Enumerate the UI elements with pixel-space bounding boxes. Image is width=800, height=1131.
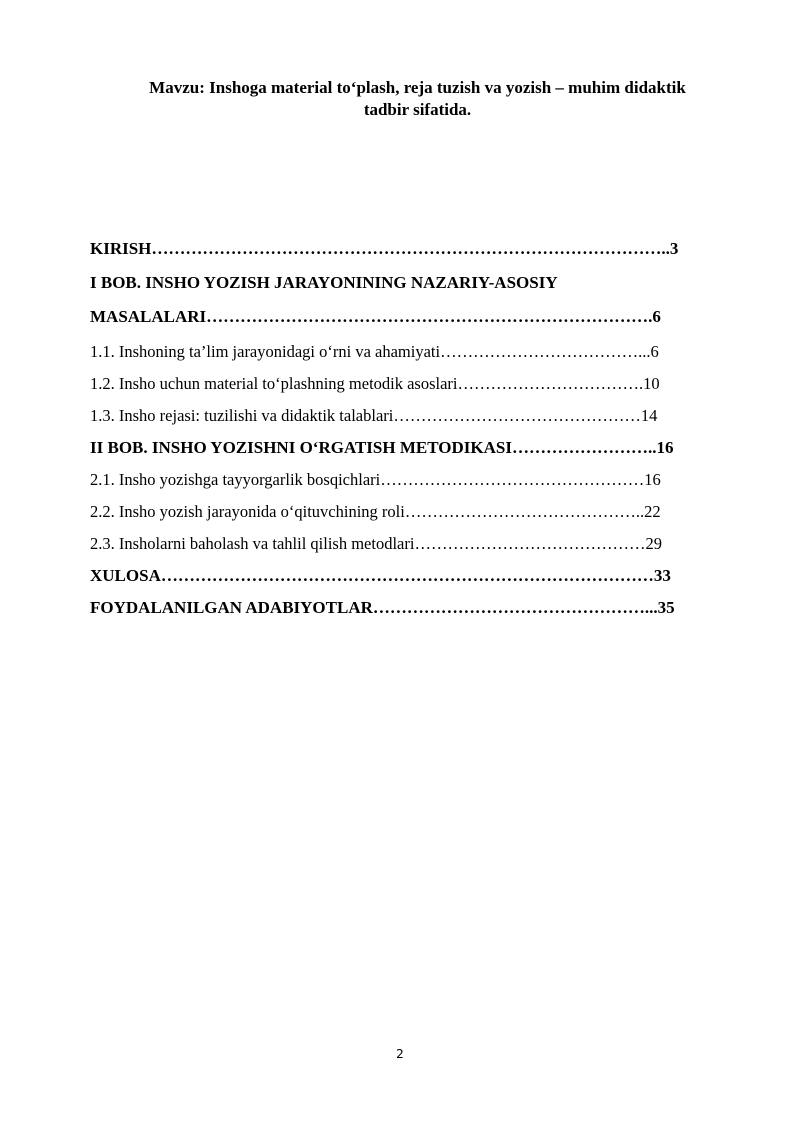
document-title: [95, 77, 740, 121]
toc-entry-chapter-2: II BOB. INSHO YOZISHNI O‘RGATISH METODIKASI……………………..16: [90, 438, 674, 457]
toc-entry-chapter-1-line-1: I BOB. INSHO YOZISH JARAYONINING NAZARIY-ASOSIY: [90, 273, 558, 292]
toc-entry-references: FOYDALANILGAN ADABIYOTLAR…………………………………………...35: [90, 598, 675, 617]
title-line-1: Mavzu: Inshoga material to‘plash, reja tuzish va yozish – muhim didaktik: [149, 78, 686, 97]
toc-entry-xulosa: XULOSA……………………………………………………………………………33: [90, 566, 671, 585]
toc-entry-1-3: 1.3. Insho rejasi: tuzilishi va didaktik talablari………………………………………14: [90, 406, 658, 425]
toc-entry-chapter-1-line-2: MASALALARI…………………………………………………………………….6: [90, 307, 661, 326]
page-number: 2: [396, 1047, 404, 1061]
table-of-contents: [90, 237, 742, 624]
toc-entry-2-3: 2.3. Insholarni baholash va tahlil qilish metodlari……………………………………29: [90, 534, 662, 553]
toc-entry-kirish: KIRISH………………………………………………………………………………..3: [90, 239, 679, 258]
toc-entry-2-2: 2.2. Insho yozish jarayonida o‘qituvchining roli……………………………………..22: [90, 502, 661, 521]
toc-entry-2-1: 2.1. Insho yozishga tayyorgarlik bosqichlari…………………………………………16: [90, 470, 661, 489]
title-line-2: tadbir sifatida.: [363, 100, 472, 119]
toc-entry-1-1: 1.1. Inshoning ta’lim jarayonidagi o‘rni va ahamiyati………………………………...6: [90, 342, 659, 361]
toc-entry-1-2: 1.2. Insho uchun material to‘plashning metodik asoslari…………………………….10: [90, 374, 660, 393]
